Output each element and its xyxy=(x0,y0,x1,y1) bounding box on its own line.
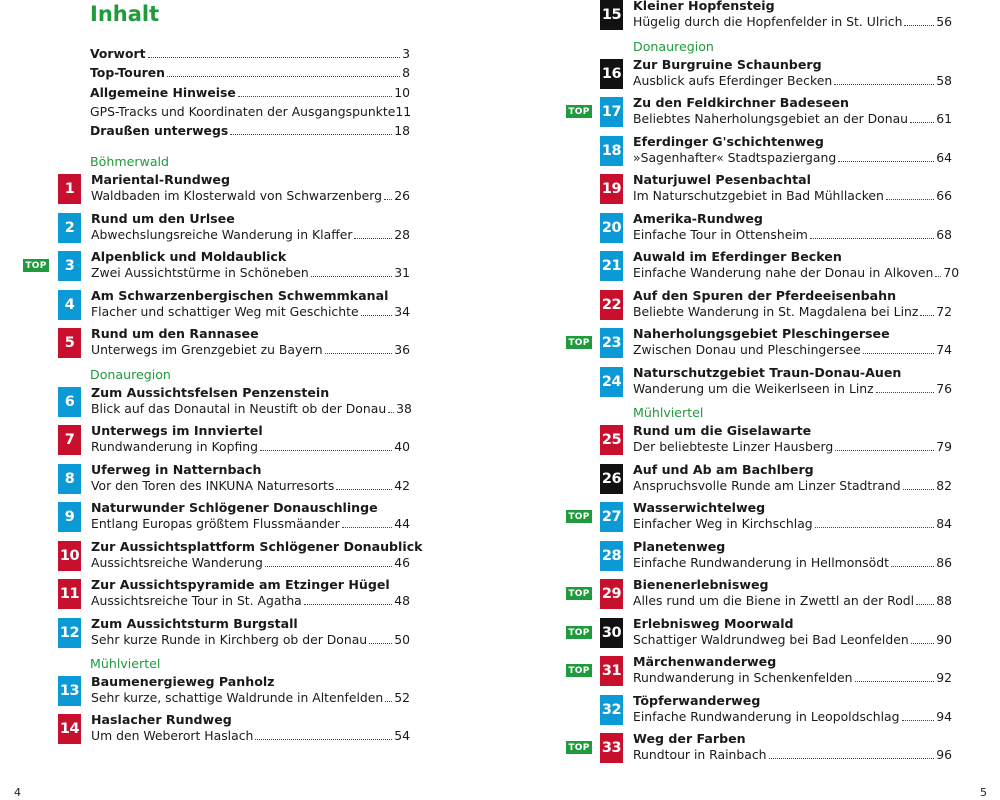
tour-title: Bienenerlebnisweg xyxy=(633,577,769,592)
leader-dots xyxy=(311,276,393,277)
tour-subtitle: Im Naturschutzgebiet in Bad Mühllacken xyxy=(633,188,884,203)
tour-page-number: 74 xyxy=(936,342,952,357)
tour-number-badge: 3 xyxy=(58,251,81,281)
tour-number-badge: 25 xyxy=(600,425,623,455)
leader-dots xyxy=(325,353,393,354)
tour-page-number: 28 xyxy=(394,227,410,242)
tour-page-number: 50 xyxy=(394,632,410,647)
tour-subtitle: Anspruchsvolle Runde am Linzer Stadtrand xyxy=(633,478,901,493)
region-heading-donauregion: Donauregion xyxy=(633,39,714,54)
tour-subtitle-line xyxy=(91,728,410,743)
toc-label: Vorwort xyxy=(90,46,146,61)
tour-title: Am Schwarzenbergischen Schwemmkanal xyxy=(91,288,389,303)
tour-entry-29[interactable] xyxy=(568,577,952,610)
tour-subtitle-line xyxy=(91,593,410,608)
tour-entry-11[interactable] xyxy=(58,579,410,610)
tour-page-number: 82 xyxy=(936,478,952,493)
tour-subtitle-line xyxy=(633,265,960,280)
top-badge: TOP xyxy=(566,587,592,600)
tour-page-number: 68 xyxy=(936,227,952,242)
page-number-left: 4 xyxy=(14,786,21,799)
tour-page-number: 64 xyxy=(936,150,952,165)
tour-title: Zur Burgruine Schaunberg xyxy=(633,57,822,72)
tour-subtitle: Einfache Tour in Ottensheim xyxy=(633,227,808,242)
tour-entry-5[interactable] xyxy=(58,328,410,359)
tour-page-number: 88 xyxy=(936,593,952,608)
tour-subtitle-line xyxy=(91,516,410,531)
tour-subtitle-line xyxy=(633,709,952,724)
tour-title: Mariental-Rundweg xyxy=(91,172,230,187)
tour-number-badge: 24 xyxy=(600,367,623,397)
tour-title: Wasserwichtelweg xyxy=(633,500,766,515)
toc-label: Draußen unterwegs xyxy=(90,123,229,139)
tour-entry-8[interactable] xyxy=(58,464,410,495)
leader-dots xyxy=(904,25,934,26)
tour-subtitle: Einfache Rundwanderung in Hellmonsödt xyxy=(633,555,889,570)
tour-subtitle: Einfacher Weg in Kirchschlag xyxy=(633,516,813,531)
tour-page-number: 52 xyxy=(394,690,410,705)
tour-entry-4[interactable] xyxy=(58,290,410,321)
tour-page-number: 48 xyxy=(394,593,410,608)
leader-dots xyxy=(148,57,401,58)
leader-dots xyxy=(815,527,935,528)
tour-subtitle: Beliebte Wanderung in St. Magdalena bei Linz xyxy=(633,304,919,319)
tour-number-badge: 22 xyxy=(600,290,623,320)
leader-dots xyxy=(167,76,400,77)
tour-subtitle: Wanderung um die Weikerlseen in Linz xyxy=(633,381,874,396)
tour-number-badge: 17 xyxy=(600,97,623,127)
region-heading-boehmerwald: Böhmerwald xyxy=(90,154,170,169)
leader-dots xyxy=(230,134,392,135)
tour-entry-1[interactable] xyxy=(58,174,410,205)
leader-dots xyxy=(342,527,392,528)
tour-subtitle: Sehr kurze, schattige Waldrunde in Altenfelden xyxy=(91,690,384,705)
tour-entry-23[interactable] xyxy=(568,326,952,359)
toc-row-vorwort[interactable] xyxy=(90,46,410,65)
toc-page: 10 xyxy=(394,84,410,100)
tour-title: Weg der Farben xyxy=(633,731,746,746)
tour-page-number: 90 xyxy=(936,632,952,647)
tour-subtitle: Hügelig durch die Hopfenfelder in St. Ulrich xyxy=(633,14,903,29)
tour-title: Rund um den Urlsee xyxy=(91,211,235,226)
tour-title: Amerika-Rundweg xyxy=(633,211,763,226)
leader-dots xyxy=(911,643,935,644)
tour-subtitle: Waldbaden im Klosterwald von Schwarzenberg xyxy=(91,188,382,203)
tour-subtitle: Rundwanderung in Kopfing xyxy=(91,439,259,454)
leader-dots xyxy=(238,96,392,97)
tour-entry-24[interactable] xyxy=(600,367,952,398)
tour-page-number: 31 xyxy=(394,265,410,280)
tour-page-number: 70 xyxy=(943,265,960,280)
tour-title: Baumenergieweg Panholz xyxy=(91,674,275,689)
tour-title: Unterwegs im Innviertel xyxy=(91,423,263,438)
tour-number-badge: 12 xyxy=(58,618,81,648)
tour-number-badge: 13 xyxy=(58,676,81,706)
leader-dots xyxy=(903,489,935,490)
tour-entry-2[interactable] xyxy=(58,213,410,244)
tour-page-number: 66 xyxy=(936,188,952,203)
tour-title: Erlebnisweg Moorwald xyxy=(633,616,794,631)
tour-subtitle: Vor den Toren des INKUNA Naturresorts xyxy=(91,478,335,493)
tour-entry-16[interactable] xyxy=(600,59,952,90)
toc-page: 11 xyxy=(395,103,412,119)
leader-dots xyxy=(916,604,934,605)
tour-subtitle-line xyxy=(91,555,410,570)
leader-dots xyxy=(769,758,935,759)
tour-entry-26[interactable] xyxy=(600,464,952,495)
tour-subtitle-line xyxy=(91,478,410,493)
tour-page-number: 72 xyxy=(936,304,952,319)
tour-number-badge: 33 xyxy=(600,733,623,763)
leader-dots xyxy=(855,681,935,682)
tour-number-badge: 28 xyxy=(600,541,623,571)
tour-number-badge: 15 xyxy=(600,0,623,30)
tour-subtitle-line xyxy=(633,73,952,88)
tour-number-badge: 31 xyxy=(600,656,623,686)
tour-number-badge: 29 xyxy=(600,579,623,609)
tour-title: Auf den Spuren der Pferdeeisenbahn xyxy=(633,288,897,303)
tour-subtitle-line xyxy=(91,690,410,705)
tour-entry-33[interactable] xyxy=(568,731,952,764)
top-badge: TOP xyxy=(566,510,592,523)
tour-entry-17[interactable] xyxy=(568,95,952,128)
tour-entry-28[interactable] xyxy=(600,541,952,572)
toc-label: Allgemeine Hinweise xyxy=(90,84,236,100)
toc-page: 3 xyxy=(402,46,410,61)
tour-subtitle-line xyxy=(633,381,952,396)
tour-page-number: 58 xyxy=(936,73,952,88)
tour-number-badge: 6 xyxy=(58,387,81,417)
tour-subtitle-line xyxy=(633,304,952,319)
tour-title: Töpferwanderweg xyxy=(633,693,761,708)
leader-dots xyxy=(835,450,934,451)
leader-dots xyxy=(304,604,392,605)
tour-subtitle-line xyxy=(91,227,410,242)
tour-number-badge: 10 xyxy=(58,541,81,571)
tour-title: Alpenblick und Moldaublick xyxy=(91,249,287,264)
tour-subtitle-line xyxy=(633,632,952,647)
page-number-right: 5 xyxy=(980,786,987,799)
tour-subtitle-line xyxy=(633,439,952,454)
tour-subtitle-line xyxy=(91,439,410,454)
tour-title: Auwald im Eferdinger Becken xyxy=(633,249,842,264)
leader-dots xyxy=(902,720,935,721)
tour-page-number: 26 xyxy=(394,188,410,203)
tour-subtitle-line xyxy=(91,342,410,357)
tour-subtitle: Ausblick aufs Eferdinger Becken xyxy=(633,73,833,88)
region-heading-muehlviertel: Mühlviertel xyxy=(633,405,704,420)
tour-subtitle: Abwechslungsreiche Wanderung in Klaffer xyxy=(91,227,353,242)
top-badge: TOP xyxy=(566,105,592,118)
region-heading-muehlviertel: Mühlviertel xyxy=(90,656,161,671)
tour-entry-19[interactable] xyxy=(600,174,952,205)
tour-subtitle-line xyxy=(91,304,410,319)
tour-subtitle: Blick auf das Donautal in Neustift ob der Donau xyxy=(91,401,387,416)
tour-subtitle: Rundwanderung in Schenkenfelden xyxy=(633,670,853,685)
tour-page-number: 42 xyxy=(394,478,410,493)
tour-subtitle-line xyxy=(633,593,952,608)
tour-subtitle-line xyxy=(91,265,410,280)
tour-subtitle: Flacher und schattiger Weg mit Geschichte xyxy=(91,304,359,319)
tour-entry-25[interactable] xyxy=(600,425,952,456)
tour-subtitle-line xyxy=(633,555,952,570)
tour-entry-31[interactable] xyxy=(568,654,952,687)
toc-row-allgemeine-hinweise[interactable] xyxy=(90,85,410,104)
tour-page-number: 84 xyxy=(936,516,952,531)
tour-title: Zu den Feldkirchner Badeseen xyxy=(633,95,849,110)
leader-dots xyxy=(384,199,392,200)
leader-dots xyxy=(935,276,941,277)
tour-title: Naturwunder Schlögener Donauschlinge xyxy=(91,500,378,515)
leader-dots xyxy=(891,566,934,567)
toc-label: GPS-Tracks und Koordinaten der Ausgangspunkte xyxy=(90,103,396,119)
tour-number-badge: 18 xyxy=(600,136,623,166)
tour-page-number: 36 xyxy=(394,342,410,357)
tour-number-badge: 11 xyxy=(58,579,81,609)
tour-number-badge: 30 xyxy=(600,618,623,648)
leader-dots xyxy=(910,122,934,123)
leader-dots xyxy=(354,238,392,239)
top-badge: TOP xyxy=(566,336,592,349)
tour-title: Uferweg in Natternbach xyxy=(91,462,262,477)
tour-title: Zum Aussichtsturm Burgstall xyxy=(91,616,298,631)
tour-subtitle-line xyxy=(633,342,952,357)
leader-dots xyxy=(886,199,934,200)
tour-entry-13[interactable] xyxy=(58,676,410,707)
tour-number-badge: 19 xyxy=(600,174,623,204)
tour-title: Naturjuwel Pesenbachtal xyxy=(633,172,811,187)
tour-subtitle: Einfache Wanderung nahe der Donau in Alkoven xyxy=(633,265,934,280)
tour-title: Naherholungsgebiet Pleschingersee xyxy=(633,326,890,341)
tour-subtitle: Beliebtes Naherholungsgebiet an der Donau xyxy=(633,111,909,126)
tour-title: Planetenweg xyxy=(633,539,726,554)
tour-subtitle-line xyxy=(633,111,952,126)
tour-title: Haslacher Rundweg xyxy=(91,712,232,727)
tour-subtitle: Um den Weberort Haslach xyxy=(91,728,254,743)
leader-dots xyxy=(361,315,393,316)
tour-page-number: 79 xyxy=(936,439,952,454)
leader-dots xyxy=(255,739,392,740)
region-heading-donauregion: Donauregion xyxy=(90,367,171,382)
leader-dots xyxy=(920,315,934,316)
top-badge: TOP xyxy=(566,741,592,754)
toc-page: 8 xyxy=(402,65,410,81)
leader-dots xyxy=(260,450,392,451)
leader-dots xyxy=(369,643,392,644)
tour-subtitle-line xyxy=(91,632,410,647)
tour-subtitle-line xyxy=(633,670,952,685)
tour-title: Rund um den Rannasee xyxy=(91,326,259,341)
tour-number-badge: 26 xyxy=(600,464,623,494)
top-badge: TOP xyxy=(566,626,592,639)
tour-number-badge: 27 xyxy=(600,502,623,532)
tour-entry-3[interactable] xyxy=(25,249,410,282)
tour-subtitle: Aussichtsreiche Tour in St. Agatha xyxy=(91,593,302,608)
tour-subtitle-line xyxy=(91,188,410,203)
tour-number-badge: 20 xyxy=(600,213,623,243)
tour-subtitle-line xyxy=(633,747,952,762)
top-badge: TOP xyxy=(566,664,592,677)
tour-title: Märchenwanderweg xyxy=(633,654,777,669)
leader-dots xyxy=(810,238,934,239)
tour-title: Kleiner Hopfensteig xyxy=(633,0,775,13)
tour-subtitle-line xyxy=(91,401,410,416)
tour-title: Eferdinger G'schichtenweg xyxy=(633,134,824,149)
toc-row-draussen-unterwegs[interactable] xyxy=(90,123,410,142)
tour-number-badge: 7 xyxy=(58,425,81,455)
leader-dots xyxy=(265,566,392,567)
tour-number-badge: 32 xyxy=(600,695,623,725)
toc-row-gps-tracks[interactable] xyxy=(90,104,410,123)
tour-title: Auf und Ab am Bachlberg xyxy=(633,462,814,477)
tour-entry-14[interactable] xyxy=(58,714,410,745)
tour-number-badge: 8 xyxy=(58,464,81,494)
tour-page-number: 44 xyxy=(394,516,410,531)
tour-entry-7[interactable] xyxy=(58,425,410,456)
tour-number-badge: 5 xyxy=(58,328,81,358)
tour-number-badge: 1 xyxy=(58,174,81,204)
leader-dots xyxy=(876,392,935,393)
tour-subtitle: Der beliebteste Linzer Hausberg xyxy=(633,439,834,454)
tour-subtitle-line xyxy=(633,14,952,29)
tour-subtitle: Entlang Europas größtem Flussmäander xyxy=(91,516,340,531)
top-badge: TOP xyxy=(23,259,49,272)
tour-title: Rund um die Giselawarte xyxy=(633,423,812,438)
tour-entry-27[interactable] xyxy=(568,500,952,533)
tour-subtitle-line xyxy=(633,227,952,242)
tour-subtitle: Aussichtsreiche Wanderung xyxy=(91,555,263,570)
tour-subtitle: Zwischen Donau und Pleschingersee xyxy=(633,342,861,357)
leader-dots xyxy=(336,489,392,490)
tour-subtitle: Rundtour in Rainbach xyxy=(633,747,767,762)
tour-entry-30[interactable] xyxy=(568,616,952,649)
tour-entry-6[interactable] xyxy=(58,387,410,418)
tour-subtitle: Zwei Aussichtstürme in Schöneben xyxy=(91,265,309,280)
tour-entry-15[interactable] xyxy=(600,0,952,31)
leader-dots xyxy=(385,701,392,702)
tour-page-number: 96 xyxy=(936,747,952,762)
tour-subtitle: Schattiger Waldrundweg bei Bad Leonfelden xyxy=(633,632,909,647)
tour-entry-9[interactable] xyxy=(58,502,410,533)
tour-title: Zur Aussichtspyramide am Etzinger Hügel xyxy=(91,577,390,592)
toc-row-top-touren[interactable] xyxy=(90,65,410,84)
tour-number-badge: 9 xyxy=(58,502,81,532)
tour-entry-18[interactable] xyxy=(600,136,952,167)
tour-page-number: 56 xyxy=(936,14,952,29)
tour-number-badge: 2 xyxy=(58,213,81,243)
tour-entry-21[interactable] xyxy=(600,249,960,282)
tour-number-badge: 4 xyxy=(58,290,81,320)
tour-entry-10[interactable] xyxy=(58,539,423,572)
page-title: Inhalt xyxy=(90,2,160,26)
front-matter-list xyxy=(90,46,410,142)
tour-entry-22[interactable] xyxy=(600,290,952,321)
tour-page-number: 54 xyxy=(394,728,410,743)
tour-page-number: 94 xyxy=(936,709,952,724)
leader-dots xyxy=(863,353,935,354)
toc-page: 18 xyxy=(394,123,410,139)
tour-number-badge: 23 xyxy=(600,328,623,358)
tour-page-number: 86 xyxy=(936,555,952,570)
tour-page-number: 46 xyxy=(394,555,410,570)
tour-title: Zur Aussichtsplattform Schlögener Donaublick xyxy=(91,539,423,554)
tour-page-number: 92 xyxy=(936,670,952,685)
toc-label: Top-Touren xyxy=(90,65,165,81)
leader-dots xyxy=(838,161,934,162)
tour-number-badge: 14 xyxy=(58,714,81,744)
tour-number-badge: 16 xyxy=(600,59,623,89)
tour-subtitle: Unterwegs im Grenzgebiet zu Bayern xyxy=(91,342,323,357)
tour-title: Zum Aussichtsfelsen Penzenstein xyxy=(91,385,330,400)
tour-page-number: 38 xyxy=(396,401,412,416)
tour-subtitle: Sehr kurze Runde in Kirchberg ob der Donau xyxy=(91,632,368,647)
tour-subtitle: Einfache Rundwanderung in Leopoldschlag xyxy=(633,709,900,724)
tour-subtitle-line xyxy=(633,516,952,531)
tour-page-number: 61 xyxy=(936,111,952,126)
tour-entry-20[interactable] xyxy=(600,213,952,244)
leader-dots xyxy=(834,84,934,85)
tour-page-number: 40 xyxy=(394,439,410,454)
tour-subtitle-line xyxy=(633,478,952,493)
tour-entry-12[interactable] xyxy=(58,618,410,649)
tour-subtitle-line xyxy=(633,188,952,203)
tour-entry-32[interactable] xyxy=(600,695,952,726)
tour-number-badge: 21 xyxy=(600,251,623,281)
tour-subtitle: »Sagenhafter« Stadtspaziergang xyxy=(633,150,837,165)
leader-dots xyxy=(388,412,394,413)
tour-page-number: 76 xyxy=(936,381,952,396)
tour-page-number: 34 xyxy=(394,304,410,319)
tour-title: Naturschutzgebiet Traun-Donau-Auen xyxy=(633,365,902,380)
tour-subtitle-line xyxy=(633,150,952,165)
tour-subtitle: Alles rund um die Biene in Zwettl an der Rodl xyxy=(633,593,915,608)
